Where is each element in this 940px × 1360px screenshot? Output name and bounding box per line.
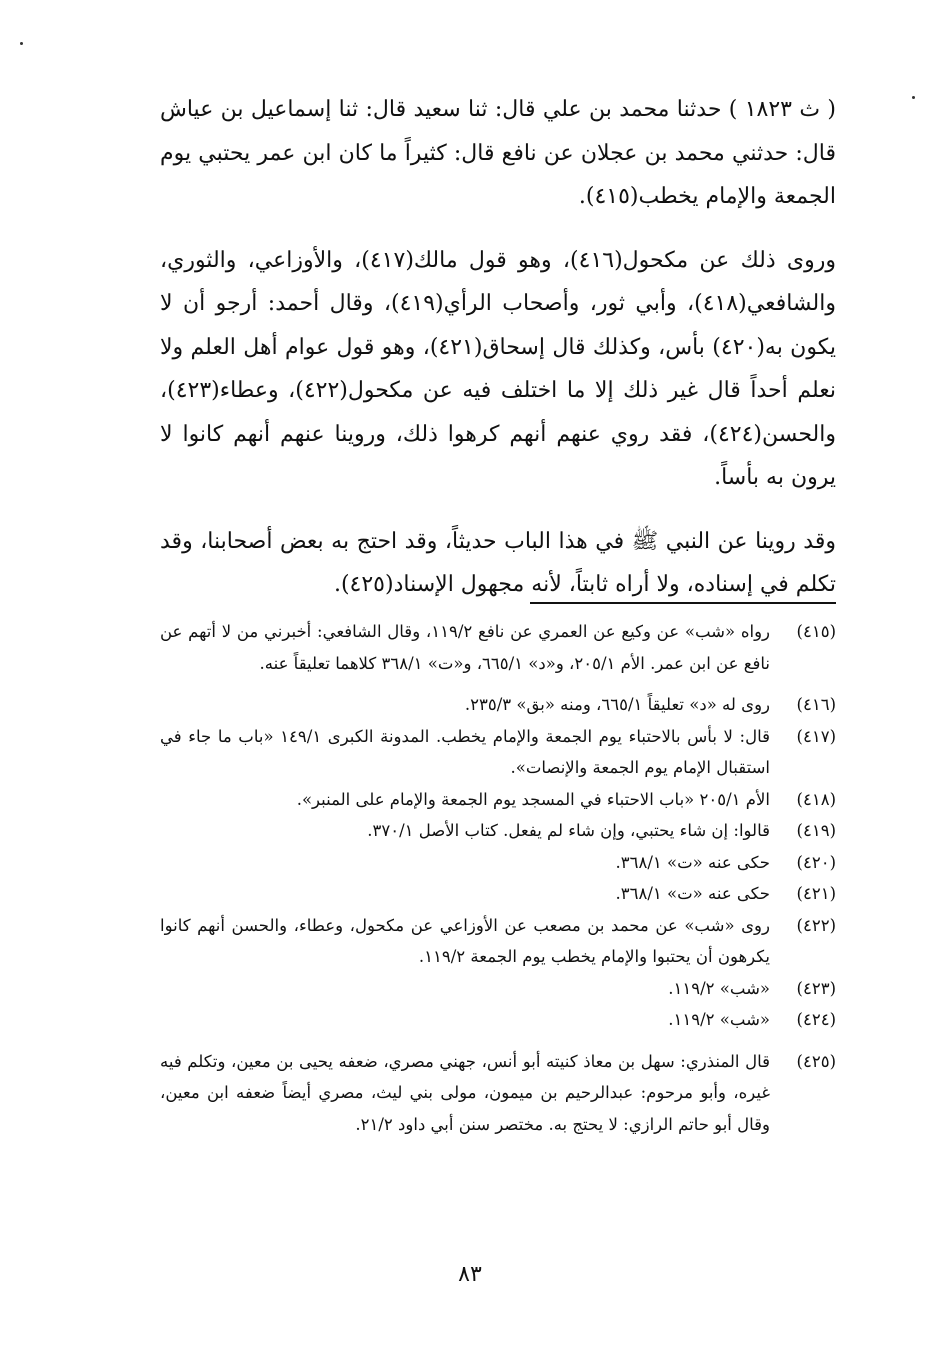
footnote-text: الأم ٢٠٥/١ «باب الاحتباء في المسجد يوم الجمعة والإمام على المنبر». [296, 789, 770, 809]
scan-speck [912, 96, 915, 99]
footnote-number: (٤٢٠) [796, 852, 836, 872]
footnote-text: حكى عنه «ت» ٣٦٨/١. [615, 884, 770, 903]
footnote-number: (٤١٨) [796, 789, 836, 809]
footnote [160, 1004, 836, 1036]
footnote-text: روى له «د» تعليقاً ٦٦٥/١، ومنه «بق» ٢٣٥/٣. [464, 695, 770, 714]
footnote-text: حكى عنه «ت» ٣٦٨/١. [615, 852, 770, 872]
paragraph: وقد روينا عن النبي ﷺ في هذا الباب حديثاً، وقد احتج به بعض أصحابنا، وقد تكلم في إسناده، ولا أراه ثابتاً، لأنه مجهول الإسناد(٤٢٥). [160, 528, 836, 597]
scan-speck [20, 42, 23, 45]
footnote [160, 815, 836, 847]
footnote [160, 910, 836, 973]
footnotes [160, 616, 836, 1140]
footnote-text: قال المنذري: سهل بن معاذ كنيته أبو أنس، جهني مصري، ضعفه يحيى بن معين، وتكلم فيه غيره، وأبو مرحوم: عبدالرحيم بن ميمون، مولى بني ليث، مصري أيضاً ضعفه ابن معين، وقال أبو حاتم الرازي: لا يحتج به. مختصر سنن أبي داود ٢١/٢. [160, 1051, 770, 1134]
paragraph: ( ث ١٨٢٣ ) حدثنا محمد بن علي قال: ثنا سعيد قال: ثنا إسماعيل بن عياش قال: حدثني محمد بن عجلان عن نافع قال: كثيراً ما كان ابن عمر يحتبي يوم الجمعة والإمام يخطب(٤١٥). [160, 97, 836, 209]
footnote [160, 973, 836, 1005]
footnote-text: «شب» ١١٩/٢. [668, 978, 770, 998]
page-number: ٨٣ [458, 1262, 482, 1287]
footnote [160, 878, 836, 910]
footnote-text: «شب» ١١٩/٢. [668, 1010, 770, 1029]
footnote-separator [530, 602, 836, 604]
footnote-number: (٤٢٤) [796, 1010, 836, 1029]
footnote [160, 721, 836, 784]
footnote-text: روى «شب» عن محمد بن مصعب عن الأوزاعي عن مكحول، وعطاء، والحسن أنهم كانوا يكرهون أن يحتبوا والإمام يخطب يوم الجمعة ١١٩/٢. [160, 915, 770, 966]
footnote-text: رواه «شب» عن وكيع عن العمري عن نافع ١١٩/٢، وقال الشافعي: أخبرني من لا أتهم عن نافع عن ابن عمر. الأم ٢٠٥/١، و«د» ٦٦٥/١، و«ت» ٣٦٨/١ كلاهما تعليقاً عنه. [160, 622, 770, 673]
footnote [160, 689, 836, 721]
footnote-number: (٤١٩) [796, 821, 836, 840]
footnote-number: (٤٢٢) [796, 915, 836, 935]
footnote [160, 847, 836, 879]
footnote [160, 1046, 836, 1141]
main-text [160, 88, 836, 627]
footnote-number: (٤١٥) [796, 622, 836, 641]
footnote-text: قالوا: إن شاء يحتبي، وإن شاء لم يفعل. كتاب الأصل ٣٧٠/١. [367, 821, 770, 840]
footnote-text: قال: لا بأس بالاحتباء يوم الجمعة والإمام يخطب. المدونة الكبرى ١٤٩/١ «باب ما جاء في استقبال الإمام يوم الجمعة والإنصات». [160, 726, 770, 777]
footnote [160, 616, 836, 679]
footnote-number: (٤٢٥) [796, 1051, 836, 1071]
footnote-number: (٤٢١) [796, 884, 836, 903]
footnote-number: (٤٢٣) [796, 978, 836, 998]
footnote-number: (٤١٦) [796, 695, 836, 714]
paragraph: وروى ذلك عن مكحول(٤١٦)، وهو قول مالك(٤١٧)، والأوزاعي، والثوري، والشافعي(٤١٨)، وأبي ثور، وأصحاب الرأي(٤١٩)، وقال أحمد: أرجو أن لا يكون به(٤٢٠) بأس، وكذلك قال إسحاق(٤٢١)، وهو قول عوام أهل العلم ولا نعلم أحداً قال غير ذلك إلا ما اختلف فيه عن مكحول(٤٢٢)، وعطاء(٤٢٣)، والحسن(٤٢٤)، فقد روي عنهم أنهم كرهوا ذلك، وروينا عنهم أنهم كانوا لا يرون به بأساً. [160, 247, 837, 490]
footnote [160, 784, 836, 816]
footnote-number: (٤١٧) [796, 726, 836, 746]
